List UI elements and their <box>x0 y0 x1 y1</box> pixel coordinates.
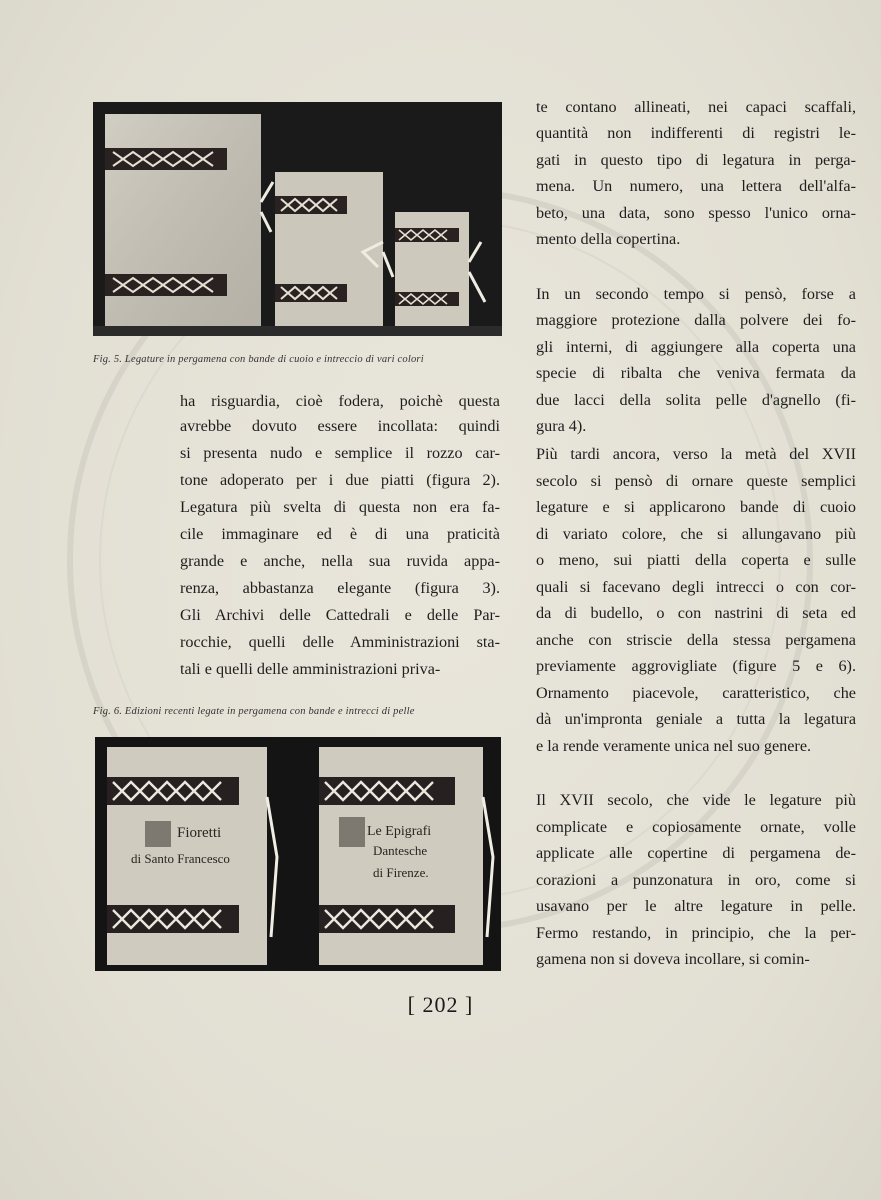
book-1-title-line-2: di Santo Francesco <box>131 851 230 866</box>
text-line: te contano allineati, nei capaci scaffali, <box>536 98 856 116</box>
text-line: tone adoperato per i due piatti (figura 2). <box>180 471 500 489</box>
text-line: specie di ribalta che veniva fermata da <box>536 364 856 382</box>
book-2-title-line-2: Dantesche <box>373 843 428 858</box>
figure-6-caption: Fig. 6. Edizioni recenti legate in pergamena con bande e intrecci di pelle <box>93 706 415 717</box>
text-line: e la rende veramente unica nel suo genere. <box>536 737 812 755</box>
book-2-title-line-1: Le Epigrafi <box>367 824 432 839</box>
text-line: quali si facevano degli intrecci o con cor- <box>536 578 856 596</box>
text-line: gli interni, di aggiungere alla coperta una <box>536 338 856 356</box>
text-line: mena. Un numero, una lettera dell'alfa- <box>536 177 856 195</box>
text-line: previamente aggrovigliate (figure 5 e 6). <box>536 657 856 675</box>
text-line: renza, abbastanza elegante (figura 3). <box>180 579 500 597</box>
text-line: ha risguardia, cioè fodera, poichè questa <box>180 392 500 410</box>
left-column <box>180 392 500 692</box>
text-line: anche con striscie della stessa pergamena <box>536 631 856 649</box>
text-line: gati in questo tipo di legatura in perga- <box>536 151 856 169</box>
text-line: tali e quelli delle amministrazioni priva- <box>180 660 441 678</box>
text-line: si presenta nudo e semplice il rozzo car- <box>180 444 500 462</box>
book-2-title-line-3: di Firenze. <box>373 865 429 880</box>
text-line: corazioni a punzonatura in oro, come si <box>536 871 856 889</box>
text-line: secolo si pensò di ornare queste semplici <box>536 472 856 490</box>
text-line: grande e anche, nella sua ruvida appa- <box>180 552 500 570</box>
text-line: cile immaginare ed è di una praticità <box>180 525 500 543</box>
page-number: [ 202 ] <box>407 992 474 1017</box>
text-line: da di budello, o con nastrini di seta ed <box>536 604 856 622</box>
figure-6-photo <box>95 737 501 971</box>
text-line: maggiore protezione dalla polvere dei fo- <box>536 311 856 329</box>
text-line: beto, una data, sono spesso l'unico orna- <box>536 204 856 222</box>
text-line: complicate e copiosamente ornate, volle <box>536 818 856 836</box>
text-line: Il XVII secolo, che vide le legature più <box>536 791 856 809</box>
text-line: Più tardi ancora, verso la metà del XVII <box>536 445 856 463</box>
text-line: Fermo restando, in principio, che la per- <box>536 924 856 942</box>
text-line: applicate alle copertine di pergamena de- <box>536 844 856 862</box>
right-column <box>536 98 856 978</box>
text-line: legature e si applicarono bande di cuoio <box>536 498 856 516</box>
text-line: gura 4). <box>536 417 587 435</box>
text-line: In un secondo tempo si pensò, forse a <box>536 285 856 303</box>
text-line: mento della copertina. <box>536 230 681 248</box>
figure-5-photo <box>93 102 502 336</box>
text-line: rocchie, quelli delle Amministrazioni sta- <box>180 633 500 651</box>
text-line: due lacci della solita pelle d'agnello (fi- <box>536 391 856 409</box>
text-line: avrebbe dovuto essere incollata: quindi <box>180 417 500 435</box>
text-line: usavano per le altre legature in pelle. <box>536 897 856 915</box>
text-line: dà un'impronta geniale a tutta la legatura <box>536 710 856 728</box>
text-line: Gli Archivi delle Cattedrali e delle Par- <box>180 606 500 624</box>
text-line: o meno, sui piatti della coperta e sulle <box>536 551 856 569</box>
text-line: di variato colore, che si allungavano più <box>536 525 856 543</box>
text-line: quantità non indifferenti di registri le- <box>536 124 856 142</box>
figure-5-caption: Fig. 5. Legature in pergamena con bande di cuoio e intreccio di vari colori <box>93 354 424 365</box>
text-line: Ornamento piacevole, caratteristico, che <box>536 684 856 702</box>
text-line: Legatura più svelta di questa non era fa- <box>180 498 500 516</box>
book-1-title-line-1: Fioretti <box>177 825 222 841</box>
text-line: gamena non si doveva incollare, si comin- <box>536 950 810 968</box>
